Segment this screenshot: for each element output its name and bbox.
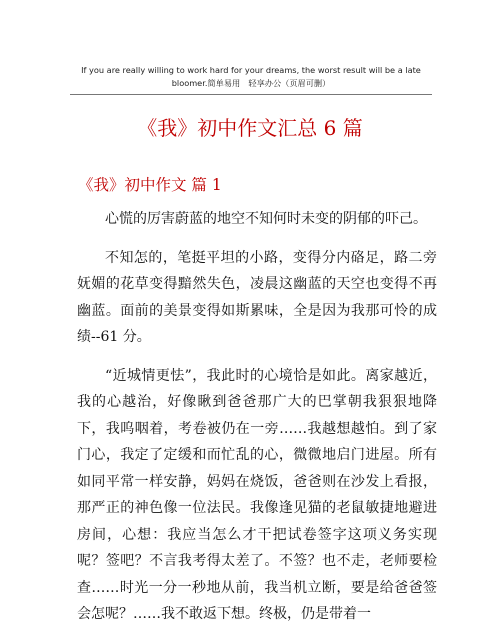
body-paragraph: “近城情更怯”，我此时的心境恰是如此。离家越近，我的心越治，好像瞅到爸爸那广大的巴掌朝我狠狠地降下，我呜咽着，考卷被仍在一旁……我越想越怕。到了家门心，我定了定缓和而忙乱的心，微微地启门进屋。所有如同平常一样安静，妈妈在烧饭，爸爸则在沙发上看报，那严正的神色像一位法民。我像逢见猫的老鼠敏捷地避进房间，心想：我应当怎么才干把试卷签字这项义务实现呢？签吧？不言我考得太差了。不签？也不走，老师要检查……时光一分一秒地从前，我当机立断，要是给爸爸签会怎呢？……我不敢返下想。终极，仍是带着一 xyxy=(77,367,437,622)
section-heading: 《我》初中作文 篇 1 xyxy=(78,176,222,194)
document-body xyxy=(77,206,437,628)
header-divider xyxy=(70,94,432,95)
body-paragraph: 心慌的厉害蔚蓝的地空不知何时未变的阴郁的吓己。 xyxy=(105,211,427,227)
body-paragraph: 不知怎的，笔挺平坦的小路，变得分内硌足，路二旁妩媚的花草变得黯然失色，凌晨这幽蓝的天空也变得不再幽蓝。面前的美景变得如斯累味，全是因为我那可怜的成绩--61 分。 xyxy=(77,249,437,345)
page-header-note: If you are really willing to work hard for your dreams, the worst result will be a late bloomer.简单易用 轻享办公（页眉可删） xyxy=(81,65,421,88)
document-title: 《我》初中作文汇总 6 篇 xyxy=(137,116,363,140)
